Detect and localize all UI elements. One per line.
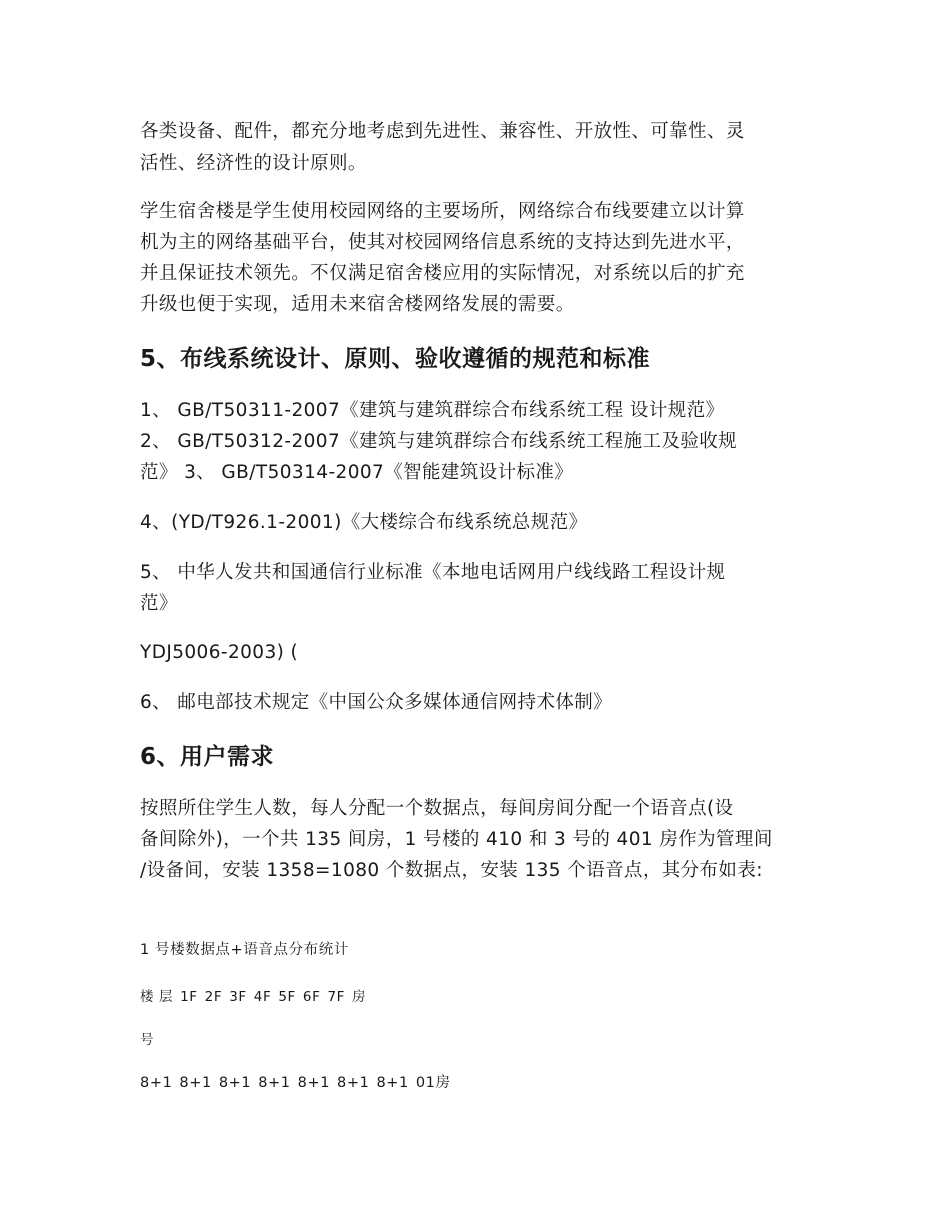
standard-line: 6、 邮电部技术规定《中国公众多媒体通信网持术体制》	[140, 692, 613, 713]
section-6-heading	[140, 741, 830, 773]
standard-line: YDJ5006-2003) (	[140, 642, 299, 663]
table-cell: 01房	[415, 1075, 451, 1091]
standard-line: 5、 中华人发共和国通信行业标准《本地电话网用户线线路工程设计规	[140, 562, 726, 583]
table-data-row	[140, 1072, 458, 1094]
room-label: 房	[352, 989, 367, 1005]
standard-line: 4、(YD/T926.1-2001)《大楼综合布线系统总规范》	[140, 512, 588, 533]
paragraph-line: 活性、经济性的设计原则。	[140, 153, 367, 174]
paragraph-line: 机为主的网络基础平台，使其对校园网络信息系统的支持达到先进水平，	[140, 232, 745, 253]
requirement-line: /设备间，安装 1358=1080 个数据点，安装 135 个语音点，其分布如表:	[140, 860, 763, 881]
paragraph-line: 学生宿舍楼是学生使用校园网络的主要场所，网络综合布线要建立以计算	[140, 201, 745, 222]
table-cell: 8+1	[218, 1075, 252, 1091]
floor-cell: 6F	[302, 989, 321, 1005]
table-caption: 1 号楼数据点+语音点分布统计	[140, 942, 349, 958]
section-title: 、用户需求	[156, 744, 275, 770]
floor-cell: 1F	[180, 989, 198, 1005]
floor-cell: 7F	[327, 989, 346, 1005]
standard-line: 1、 GB/T50311-2007《建筑与建筑群综合布线系统工程 设计规范》	[140, 400, 725, 421]
table-cell: 8+1	[337, 1075, 370, 1091]
table-cell: 8+1	[297, 1075, 331, 1091]
table-cell: 8+1	[179, 1075, 212, 1091]
table-header-row	[140, 986, 373, 1008]
standard-line: 2、 GB/T50312-2007《建筑与建筑群综合布线系统工程施工及验收规	[140, 431, 738, 452]
paragraph-line: 升级也便于实现，适用未来宿舍楼网络发展的需要。	[140, 294, 575, 315]
table-cell: 8+1	[258, 1075, 291, 1091]
standard-line: 范》 3、 GB/T50314-2007《智能建筑设计标准》	[140, 462, 574, 483]
requirement-line: 备间除外)，一个共 135 间房，1 号楼的 410 和 3 号的 401 房作为管理间	[140, 829, 773, 850]
table-cell: 8+1	[376, 1075, 409, 1091]
section-number: 6	[140, 744, 157, 770]
floor-cell: 3F	[229, 989, 247, 1005]
floor-cell: 5F	[278, 989, 296, 1005]
standard-line: 范》	[140, 593, 178, 614]
floor-cell: 2F	[204, 989, 223, 1005]
floor-label: 楼 层	[140, 989, 174, 1005]
paragraph-line: 各类设备、配件，都充分地考虑到先进性、兼容性、开放性、可靠性、灵	[140, 121, 745, 142]
table-cell: 8+1	[140, 1075, 173, 1091]
requirement-line: 按照所住学生人数，每人分配一个数据点，每间房间分配一个语音点(设	[140, 798, 734, 819]
section-title: 、布线系统设计、原则、验收遵循的规范和标准	[156, 346, 651, 372]
room-label-continued: 号	[140, 1032, 155, 1048]
section-number: 5	[140, 346, 157, 372]
paragraph-line: 并且保证技术领先。不仅满足宿舍楼应用的实际情况，对系统以后的扩充	[140, 263, 745, 284]
section-5-heading	[140, 343, 830, 375]
floor-cell: 4F	[253, 989, 272, 1005]
